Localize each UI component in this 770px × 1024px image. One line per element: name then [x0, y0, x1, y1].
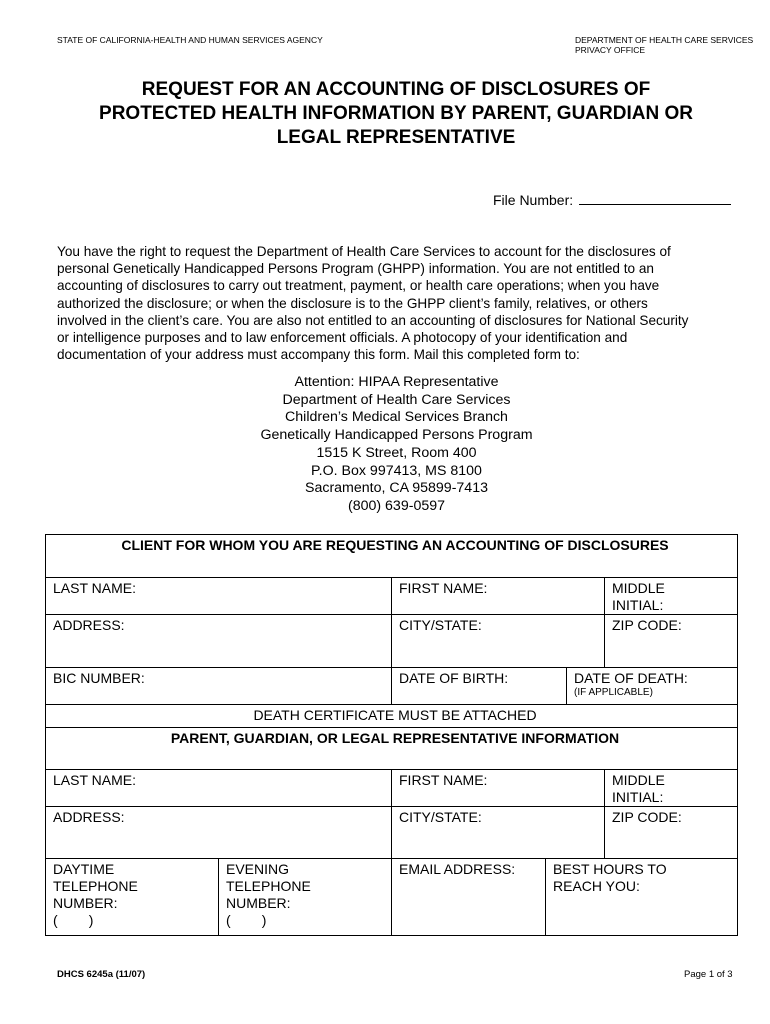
- parent-section-heading: PARENT, GUARDIAN, OR LEGAL REPRESENTATIVE INFORMATION: [46, 728, 738, 770]
- evening-label-line: EVENING: [226, 861, 290, 877]
- parent-first-name-field[interactable]: FIRST NAME:: [392, 770, 605, 807]
- department-name: DEPARTMENT OF HEALTH CARE SERVICES: [575, 35, 754, 45]
- intro-line: or intelligence purposes and to law enforcement officials. A photocopy of your identification and: [57, 330, 628, 346]
- daytime-area-code: ( ): [53, 912, 94, 928]
- evening-label-line: TELEPHONE: [226, 878, 311, 894]
- client-first-name-field[interactable]: FIRST NAME:: [392, 578, 605, 615]
- intro-line: documentation of your address must accompany this form. Mail this completed form to:: [57, 347, 580, 363]
- office-name: PRIVACY OFFICE: [575, 45, 646, 55]
- parent-zip-code-field[interactable]: ZIP CODE:: [605, 807, 738, 859]
- page-number: Page 1 of 3: [684, 969, 733, 980]
- file-number-label: File Number:: [493, 192, 574, 208]
- address-line: 1515 K Street, Room 400: [316, 444, 477, 461]
- email-address-field[interactable]: EMAIL ADDRESS:: [392, 859, 546, 936]
- department-block: [575, 35, 753, 55]
- client-address-field[interactable]: ADDRESS:: [46, 615, 392, 668]
- parent-middle-initial-field[interactable]: [605, 770, 738, 807]
- initial-label: INITIAL:: [612, 597, 664, 613]
- form-title: [40, 78, 752, 150]
- client-date-of-birth-field[interactable]: DATE OF BIRTH:: [392, 668, 567, 705]
- form-id: DHCS 6245a (11/07): [57, 969, 146, 980]
- agency-name: STATE OF CALIFORNIA-HEALTH AND HUMAN SERVICES AGENCY: [57, 35, 323, 45]
- address-line: P.O. Box 997413, MS 8100: [311, 462, 482, 479]
- client-city-state-field[interactable]: CITY/STATE:: [392, 615, 605, 668]
- best-hours-label-line: BEST HOURS TO: [553, 861, 667, 877]
- address-line: Genetically Handicapped Persons Program: [260, 427, 533, 444]
- file-number-field[interactable]: [493, 191, 731, 208]
- daytime-label-line: TELEPHONE: [53, 878, 138, 894]
- middle-label: MIDDLE: [612, 772, 665, 788]
- parent-address-field[interactable]: ADDRESS:: [46, 807, 392, 859]
- daytime-label-line: DAYTIME: [53, 861, 115, 877]
- evening-area-code: ( ): [226, 912, 267, 928]
- address-line: Attention: HIPAA Representative: [294, 374, 499, 390]
- request-form-table: [45, 534, 738, 936]
- address-line: Department of Health Care Services: [282, 391, 511, 408]
- death-certificate-notice: DEATH CERTIFICATE MUST BE ATTACHED: [46, 705, 738, 728]
- intro-line: authorized the disclosure; or when the disclosure is to the GHPP client’s family, relatives, or others: [57, 295, 648, 311]
- intro-paragraph: [57, 243, 717, 363]
- title-line-2: PROTECTED HEALTH INFORMATION BY PARENT, GUARDIAN OR: [99, 103, 693, 124]
- intro-line: personal Genetically Handicapped Persons Program (GHPP) information. You are not entitled to an: [57, 261, 654, 277]
- title-line-3: LEGAL REPRESENTATIVE: [276, 127, 516, 148]
- daytime-label-line: NUMBER:: [53, 895, 118, 911]
- middle-label: MIDDLE: [612, 580, 665, 596]
- mailing-address: [200, 374, 593, 516]
- if-applicable-note: (IF APPLICABLE): [574, 687, 653, 698]
- parent-last-name-field[interactable]: LAST NAME:: [46, 770, 392, 807]
- intro-line: accounting of disclosures to carry out treatment, payment, or health care operations; when you have: [57, 278, 660, 294]
- parent-city-state-field[interactable]: CITY/STATE:: [392, 807, 605, 859]
- address-line: Sacramento, CA 95899-7413: [305, 480, 488, 497]
- intro-line: You have the right to request the Department of Health Care Services to account for the disclosures of: [57, 244, 671, 259]
- intro-line: involved in the client’s care. You are also not entitled to an accounting of disclosures for National Security: [57, 312, 689, 328]
- client-middle-initial-field[interactable]: [605, 578, 738, 615]
- address-line: (800) 639-0597: [347, 497, 446, 514]
- date-of-death-label: DATE OF DEATH:: [574, 670, 688, 686]
- client-bic-number-field[interactable]: BIC NUMBER:: [46, 668, 392, 705]
- best-hours-label-line: REACH YOU:: [553, 878, 640, 894]
- client-zip-code-field[interactable]: ZIP CODE:: [605, 615, 738, 668]
- client-date-of-death-field[interactable]: [567, 668, 738, 705]
- file-number-input-line[interactable]: [579, 191, 731, 205]
- evening-telephone-field[interactable]: [219, 859, 392, 936]
- address-line: Children’s Medical Services Branch: [285, 409, 508, 426]
- initial-label: INITIAL:: [612, 789, 664, 805]
- best-hours-field[interactable]: [546, 859, 738, 936]
- daytime-telephone-field[interactable]: [46, 859, 219, 936]
- client-last-name-field[interactable]: LAST NAME:: [46, 578, 392, 615]
- client-section-heading: CLIENT FOR WHOM YOU ARE REQUESTING AN ACCOUNTING OF DISCLOSURES: [46, 535, 738, 578]
- evening-label-line: NUMBER:: [226, 895, 291, 911]
- title-line-1: REQUEST FOR AN ACCOUNTING OF DISCLOSURES OF: [141, 79, 651, 100]
